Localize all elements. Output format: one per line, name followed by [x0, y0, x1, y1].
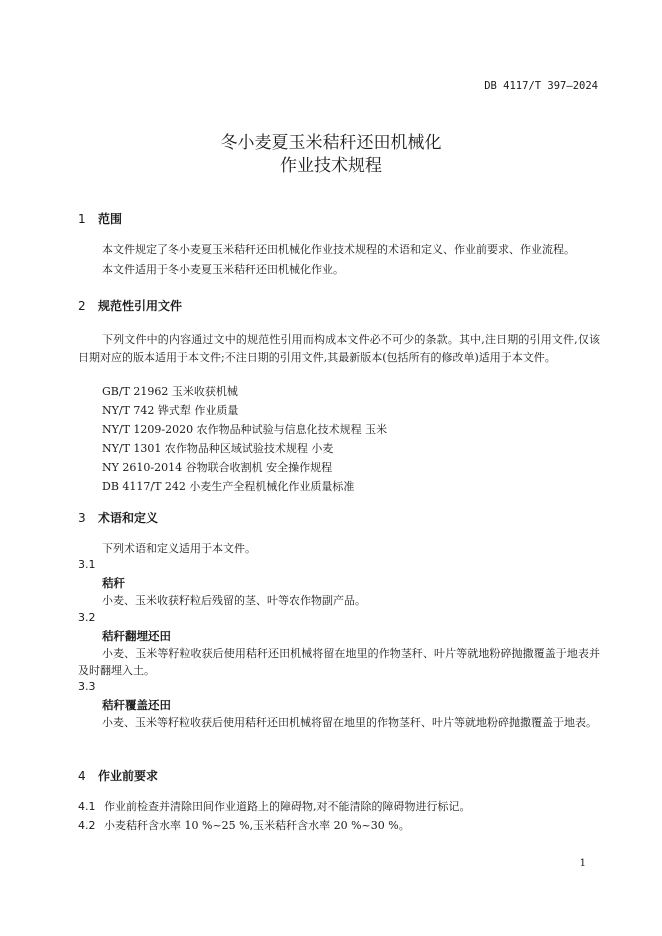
document-title-line-2: 作业技术规程 — [280, 156, 382, 176]
requirement-item — [78, 819, 410, 833]
section-2-intro: 下列文件中的内容通过文中的规范性引用而构成本文件必不可少的条款。其中,注日期的引用文件,仅该日期对应的版本适用于本文件;不注日期的引用文件,其最新版本(包括所有的修改单)适用于本文件。 — [78, 333, 600, 364]
requirement-number: 4.2 — [78, 819, 96, 832]
term-title: 秸秆翻埋还田 — [102, 629, 171, 643]
section-1-paragraph-1: 本文件规定了冬小麦夏玉米秸秆还田机械化作业技术规程的术语和定义、作业前要求、作业流程。 — [102, 243, 575, 256]
requirement-text: 小麦秸秆含水率 10 %~25 %,玉米秸秆含水率 20 %~30 %。 — [104, 819, 410, 832]
term-number: 3.2 — [78, 611, 96, 624]
reference-item: NY/T 1301 农作物品种区域试验技术规程 小麦 — [102, 442, 334, 455]
section-2-heading — [78, 297, 182, 314]
document-title-line-1: 冬小麦夏玉米秸秆还田机械化 — [220, 133, 442, 153]
page-number: 1 — [579, 858, 586, 869]
section-4-title: 作业前要求 — [98, 769, 159, 783]
term-definition: 小麦、玉米收获籽粒后残留的茎、叶等农作物副产品。 — [102, 594, 366, 607]
section-1-number: 1 — [78, 212, 86, 226]
term-title: 秸秆覆盖还田 — [102, 698, 171, 712]
reference-item: NY/T 742 铧式犁 作业质量 — [102, 404, 239, 417]
document-code: DB 4117/T 397—2024 — [484, 80, 598, 92]
section-3-intro: 下列术语和定义适用于本文件。 — [102, 542, 256, 555]
section-1-paragraph-2: 本文件适用于冬小麦夏玉米秸秆还田机械化作业。 — [102, 263, 344, 276]
section-1-title: 范围 — [98, 212, 123, 226]
term-title: 秸秆 — [102, 576, 125, 590]
section-4-heading — [78, 767, 158, 784]
section-3-title: 术语和定义 — [98, 511, 159, 525]
term-number: 3.3 — [78, 680, 96, 693]
section-2-title: 规范性引用文件 — [98, 299, 183, 313]
requirement-text: 作业前检查并清除田间作业道路上的障碍物,对不能清除的障碍物进行标记。 — [104, 800, 471, 813]
reference-item: NY/T 1209-2020 农作物品种试验与信息化技术规程 玉米 — [102, 423, 388, 436]
requirement-item — [78, 800, 471, 814]
section-4-number: 4 — [78, 769, 86, 783]
term-definition: 小麦、玉米等籽粒收获后使用秸秆还田机械将留在地里的作物茎秆、叶片等就地粉碎抛撒覆盖于地表并及时翻埋入土。 — [78, 647, 600, 677]
requirement-number: 4.1 — [78, 800, 96, 813]
section-3-number: 3 — [78, 511, 86, 525]
reference-item: DB 4117/T 242 小麦生产全程机械化作业质量标准 — [102, 480, 355, 493]
reference-item: GB/T 21962 玉米收获机械 — [102, 385, 238, 398]
section-2-number: 2 — [78, 299, 86, 313]
section-3-heading — [78, 509, 158, 526]
term-definition: 小麦、玉米等籽粒收获后使用秸秆还田机械将留在地里的作物茎秆、叶片等就地粉碎抛撒覆盖于地表。 — [102, 716, 597, 729]
term-number: 3.1 — [78, 558, 96, 571]
reference-item: NY 2610-2014 谷物联合收割机 安全操作规程 — [102, 461, 333, 474]
section-1-heading — [78, 210, 122, 227]
